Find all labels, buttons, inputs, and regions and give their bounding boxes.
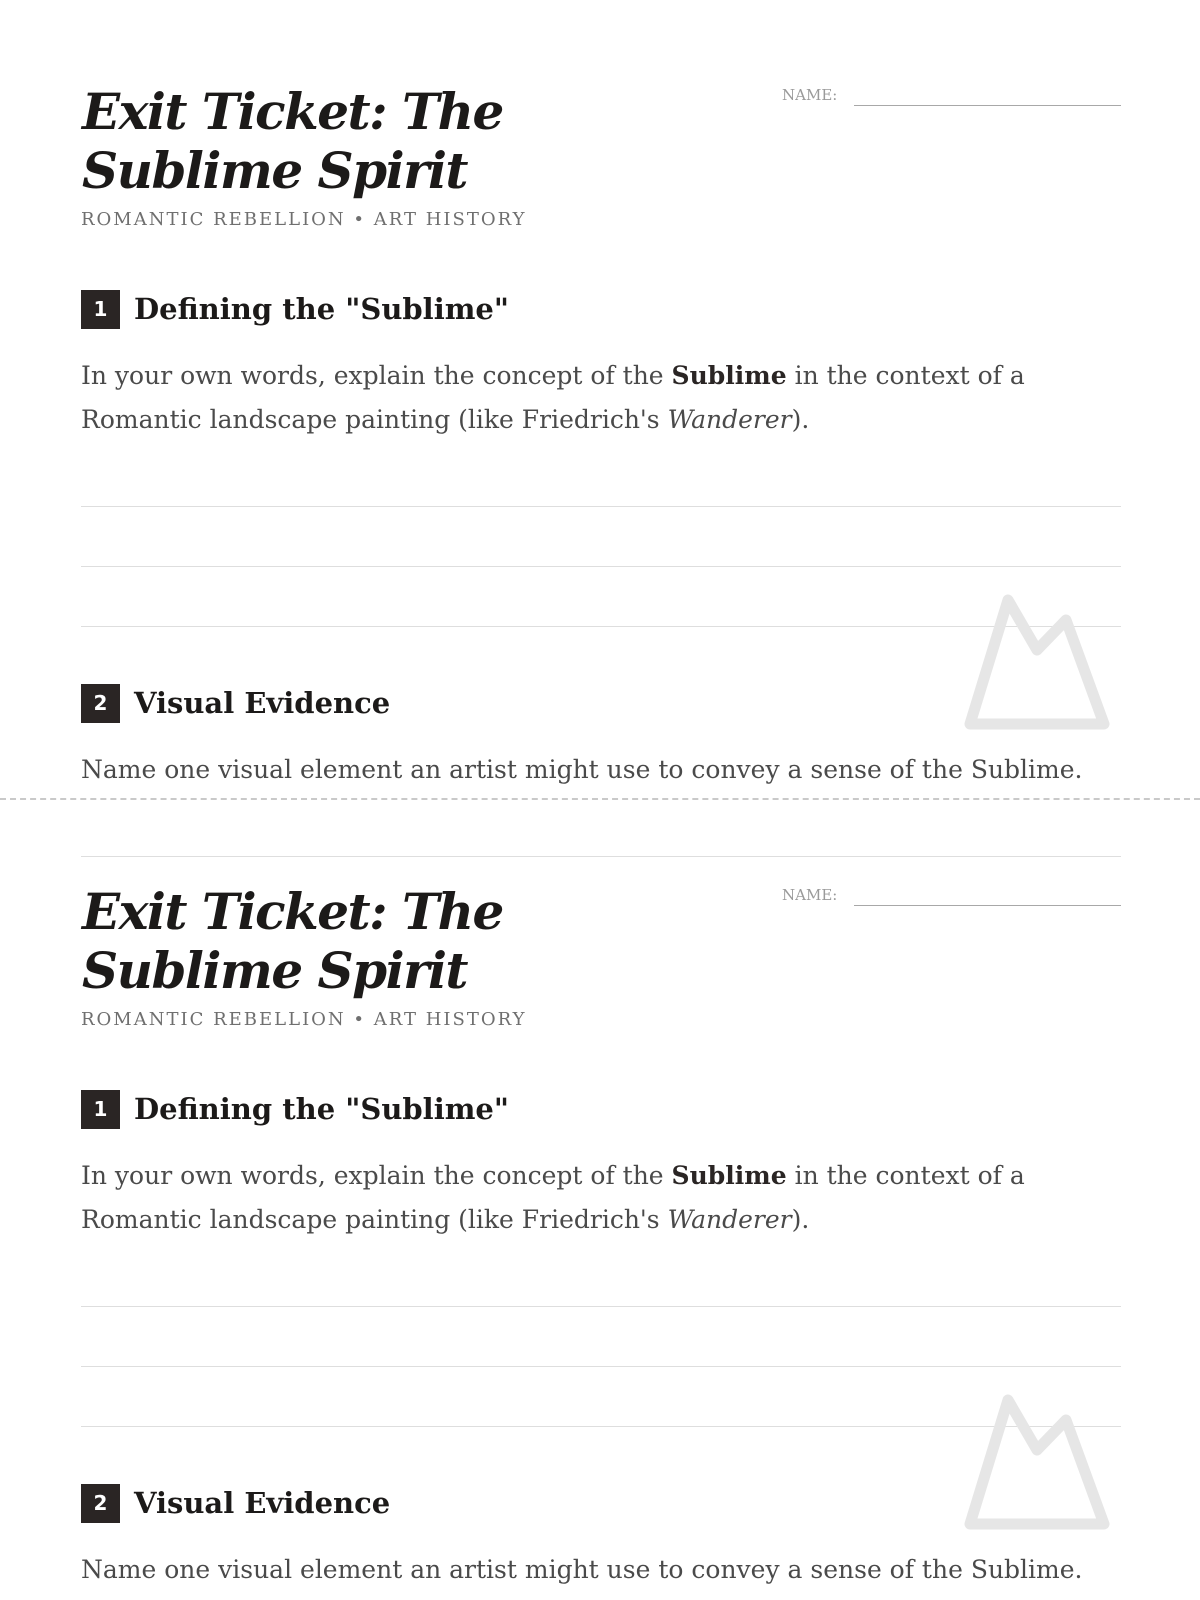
answer-line[interactable] <box>81 566 1121 567</box>
prompt-text: ). <box>791 1205 810 1234</box>
ticket-title: Exit Ticket: The Sublime Spirit <box>82 82 503 200</box>
prompt-text: in the context of a <box>786 1161 1025 1190</box>
prompt-text: in the context of a <box>786 361 1025 390</box>
question-heading: Defining the "Sublime" <box>134 1092 509 1126</box>
question-prompt <box>81 354 1121 442</box>
prompt-artwork-title: Wanderer <box>667 1205 792 1234</box>
question-prompt: Name one visual element an artist might use to convey a sense of the Sublime. <box>81 755 1083 784</box>
name-field[interactable] <box>854 905 1121 906</box>
prompt-text: ). <box>791 405 810 434</box>
exit-ticket-bottom <box>0 800 1200 1600</box>
prompt-text: Romantic landscape painting (like Friedrich's <box>81 405 668 434</box>
question-heading: Defining the "Sublime" <box>134 292 509 326</box>
mountain-icon <box>962 1394 1116 1534</box>
question-number-badge: 2 <box>81 684 120 723</box>
name-field[interactable] <box>854 105 1121 106</box>
answer-line[interactable] <box>81 506 1121 507</box>
prompt-text: In your own words, explain the concept of the <box>81 1161 672 1190</box>
name-label: NAME: <box>782 886 838 904</box>
prompt-emphasis: Sublime <box>671 1161 787 1190</box>
prompt-text: Romantic landscape painting (like Friedrich's <box>81 1205 668 1234</box>
prompt-text: In your own words, explain the concept of the <box>81 361 672 390</box>
prompt-emphasis: Sublime <box>671 361 787 390</box>
prompt-artwork-title: Wanderer <box>667 405 792 434</box>
question-number-badge: 1 <box>81 290 120 329</box>
ticket-title: Exit Ticket: The Sublime Spirit <box>82 882 503 1000</box>
question-number-badge: 1 <box>81 1090 120 1129</box>
mountain-icon <box>962 594 1116 734</box>
ticket-subtitle: ROMANTIC REBELLION • ART HISTORY <box>81 209 527 230</box>
name-label: NAME: <box>782 86 838 104</box>
question-heading: Visual Evidence <box>134 686 391 720</box>
question-prompt: Name one visual element an artist might use to convey a sense of the Sublime. <box>81 1555 1083 1584</box>
answer-line[interactable] <box>81 1306 1121 1307</box>
question-heading: Visual Evidence <box>134 1486 391 1520</box>
ticket-subtitle: ROMANTIC REBELLION • ART HISTORY <box>81 1009 527 1030</box>
question-number-badge: 2 <box>81 1484 120 1523</box>
answer-line[interactable] <box>81 1366 1121 1367</box>
question-prompt <box>81 1154 1121 1242</box>
